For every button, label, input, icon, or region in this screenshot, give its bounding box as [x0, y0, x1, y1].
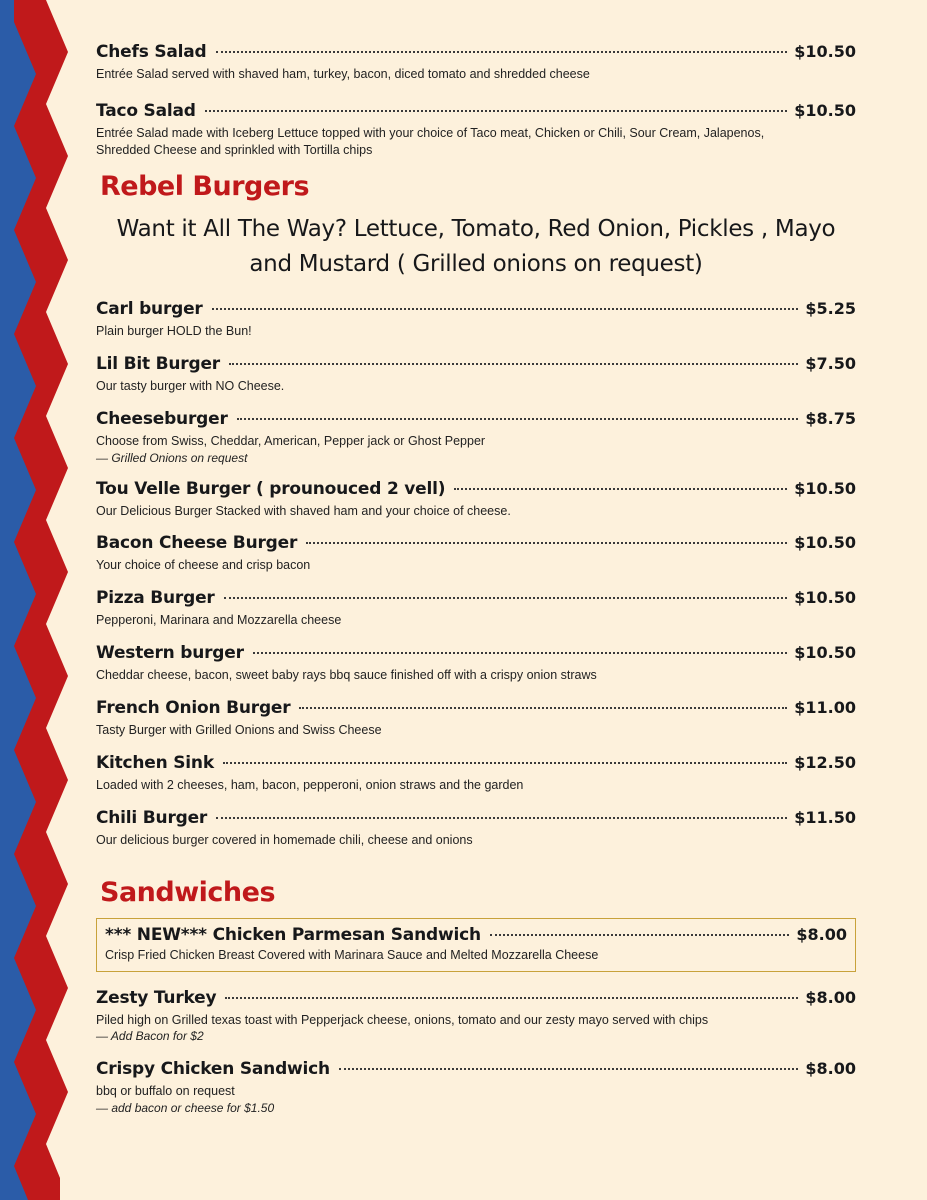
menu-item-description: Entrée Salad served with shaved ham, turkey, bacon, diced tomato and shredded cheese	[96, 67, 590, 81]
menu-item	[96, 42, 856, 83]
menu-item-price: $11.50	[794, 807, 856, 827]
menu-item-row	[96, 299, 856, 319]
menu-item-price: $11.00	[794, 698, 856, 718]
menu-item	[96, 299, 856, 340]
menu-item-name: Tou Velle Burger ( prounouced 2 vell)	[96, 478, 446, 499]
menu-item-price: $10.50	[794, 478, 856, 498]
decorative-zigzag-band	[0, 0, 72, 1200]
menu-item-description: Cheddar cheese, bacon, sweet baby rays bbq sauce finished off with a crispy onion straws	[96, 668, 597, 683]
menu-item-description: Your choice of cheese and crisp bacon	[96, 558, 311, 573]
menu-page	[96, 0, 856, 1200]
menu-item	[96, 988, 856, 1044]
menu-item-row	[96, 988, 856, 1008]
menu-item-name: Taco Salad	[96, 100, 196, 121]
menu-item-name: Crispy Chicken Sandwich	[96, 1059, 330, 1080]
menu-item-name: Pizza Burger	[96, 588, 215, 609]
menu-item-row	[96, 643, 856, 663]
banner-line-2: and Mustard ( Grilled onions on request)	[249, 251, 703, 278]
menu-item-description: Our delicious burger covered in homemade chili, cheese and onions	[96, 832, 473, 847]
menu-item-row	[96, 533, 856, 553]
menu-item-name: Carl burger	[96, 298, 203, 319]
banner-line-1: Want it All The Way? Lettuce, Tomato, Red Onion, Pickles , Mayo	[116, 215, 836, 242]
menu-item-row	[96, 409, 856, 429]
menu-item-price: $10.50	[794, 533, 856, 553]
menu-item-name: Zesty Turkey	[96, 987, 217, 1008]
menu-item-price: $8.75	[805, 408, 856, 428]
menu-item-price: $10.50	[794, 588, 856, 608]
dot-leader	[224, 597, 788, 599]
menu-item-description: bbq or buffalo on request	[96, 1084, 235, 1099]
menu-item-name: Cheeseburger	[96, 408, 228, 429]
dot-leader	[454, 488, 787, 490]
menu-item	[96, 698, 856, 739]
menu-item-row	[96, 479, 856, 499]
menu-item-price: $8.00	[796, 924, 847, 944]
menu-item	[96, 354, 856, 395]
menu-item-note: — add bacon or cheese for $1.50	[96, 1101, 275, 1116]
dot-leader	[237, 418, 799, 420]
menu-item-price: $10.50	[794, 100, 856, 120]
menu-item-name: French Onion Burger	[96, 698, 291, 719]
menu-item-description: Loaded with 2 cheeses, ham, bacon, pepperoni, onion straws and the garden	[96, 777, 524, 792]
menu-item	[96, 588, 856, 629]
dot-leader	[225, 997, 798, 999]
menu-item	[96, 101, 856, 159]
menu-item-row	[96, 808, 856, 828]
menu-item-price: $10.50	[794, 643, 856, 663]
dot-leader	[216, 817, 787, 819]
dot-leader	[490, 934, 790, 936]
menu-item	[96, 643, 856, 684]
menu-item	[96, 1059, 856, 1115]
menu-item-price: $5.25	[805, 298, 856, 318]
menu-item-description: Choose from Swiss, Cheddar, American, Pepper jack or Ghost Pepper	[96, 433, 486, 448]
menu-item-description: Pepperoni, Marinara and Mozzarella cheese	[96, 613, 342, 628]
dot-leader	[205, 110, 788, 112]
all-the-way-banner	[96, 212, 856, 283]
menu-item-description: Entrée Salad made with Iceberg Lettuce topped with your choice of Taco meat, Chicken or Chili, Sour Cream, Jalapenos, Shredded Cheese and sprinkled with Tortilla chips	[96, 125, 765, 157]
menu-item	[96, 479, 856, 520]
menu-item-highlighted	[96, 918, 856, 972]
menu-item-name: Bacon Cheese Burger	[96, 533, 298, 554]
menu-item-name: Chefs Salad	[96, 42, 207, 62]
menu-item-price: $10.50	[794, 42, 856, 61]
dot-leader	[229, 363, 798, 365]
section-title-rebel-burgers: Rebel Burgers	[100, 170, 310, 202]
menu-item-note: — Grilled Onions on request	[96, 450, 248, 465]
menu-item-name: Kitchen Sink	[96, 752, 214, 773]
menu-item-row	[96, 1059, 856, 1079]
menu-item-price: $7.50	[805, 353, 856, 373]
menu-item-row	[96, 698, 856, 718]
dot-leader	[339, 1068, 798, 1070]
menu-item-name: Chili Burger	[96, 807, 208, 828]
menu-item-row	[96, 354, 856, 374]
menu-item-description: Our tasty burger with NO Cheese.	[96, 378, 285, 393]
menu-item-description: Our Delicious Burger Stacked with shaved ham and your choice of cheese.	[96, 503, 511, 518]
menu-item-row	[96, 101, 856, 121]
menu-item-row	[96, 753, 856, 773]
menu-item	[96, 753, 856, 794]
menu-item-price: $8.00	[805, 1059, 856, 1079]
menu-item-name: Western burger	[96, 643, 244, 664]
menu-item	[96, 409, 856, 465]
menu-item-row	[96, 42, 856, 62]
menu-item	[96, 808, 856, 849]
dot-leader	[306, 542, 787, 544]
menu-item-row	[96, 588, 856, 608]
menu-item-description: Piled high on Grilled texas toast with Pepperjack cheese, onions, tomato and our zesty mayo served with chips	[96, 1012, 709, 1027]
dot-leader	[299, 707, 787, 709]
menu-item-description: Tasty Burger with Grilled Onions and Swiss Cheese	[96, 723, 382, 738]
menu-item-row	[105, 925, 847, 945]
menu-item-description: Crisp Fried Chicken Breast Covered with Marinara Sauce and Melted Mozzarella Cheese	[105, 947, 599, 962]
menu-item-description: Plain burger HOLD the Bun!	[96, 323, 252, 338]
menu-item-name: Lil Bit Burger	[96, 353, 220, 374]
dot-leader	[212, 308, 799, 310]
menu-item	[96, 533, 856, 574]
dot-leader	[223, 762, 787, 764]
menu-item-note: — Add Bacon for $2	[96, 1029, 204, 1044]
section-title-sandwiches: Sandwiches	[100, 876, 276, 908]
menu-item-price: $8.00	[805, 987, 856, 1007]
menu-item-name: *** NEW*** Chicken Parmesan Sandwich	[105, 924, 481, 945]
menu-item-price: $12.50	[794, 752, 856, 772]
dot-leader	[253, 652, 787, 654]
dot-leader	[216, 51, 788, 53]
